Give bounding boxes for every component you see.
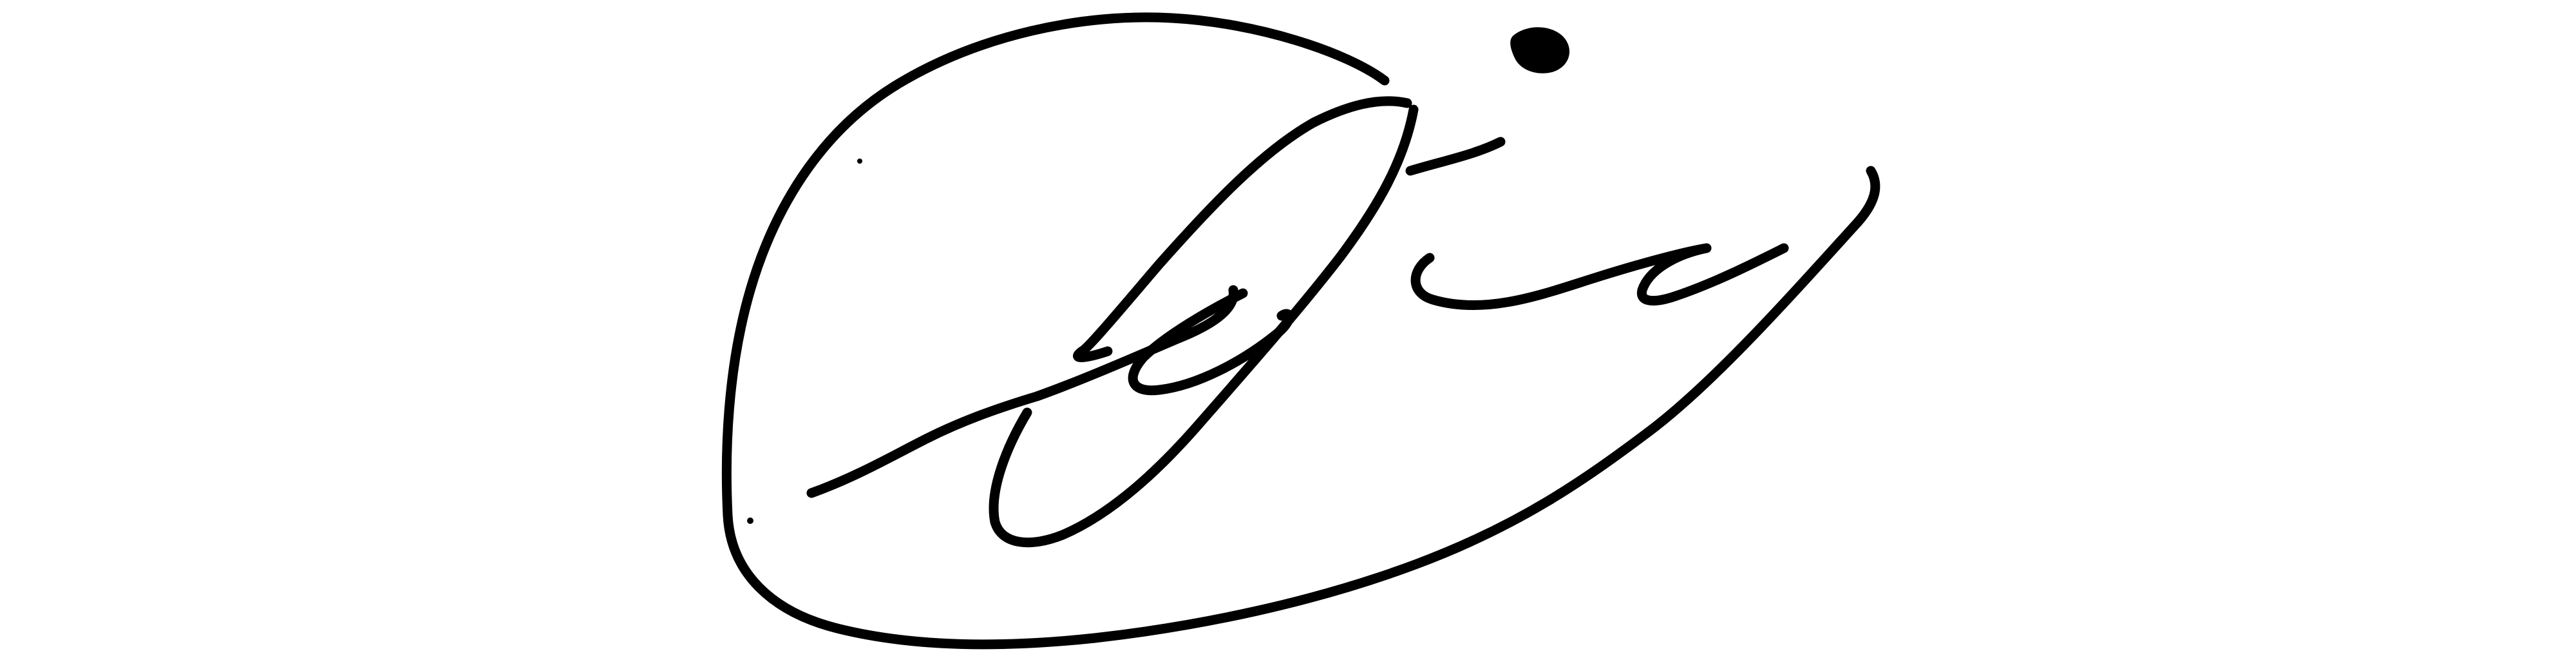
upper-right-stroke: [1410, 142, 1501, 171]
i-dot: [1510, 27, 1569, 73]
middle-loop-stroke: [1133, 293, 1289, 391]
ink-speck: [1253, 162, 1258, 167]
ink-speck: [857, 159, 862, 164]
outer-loop-stroke: [726, 17, 1875, 644]
right-flourish-stroke: [1416, 248, 1784, 305]
ink-speck: [747, 518, 753, 524]
